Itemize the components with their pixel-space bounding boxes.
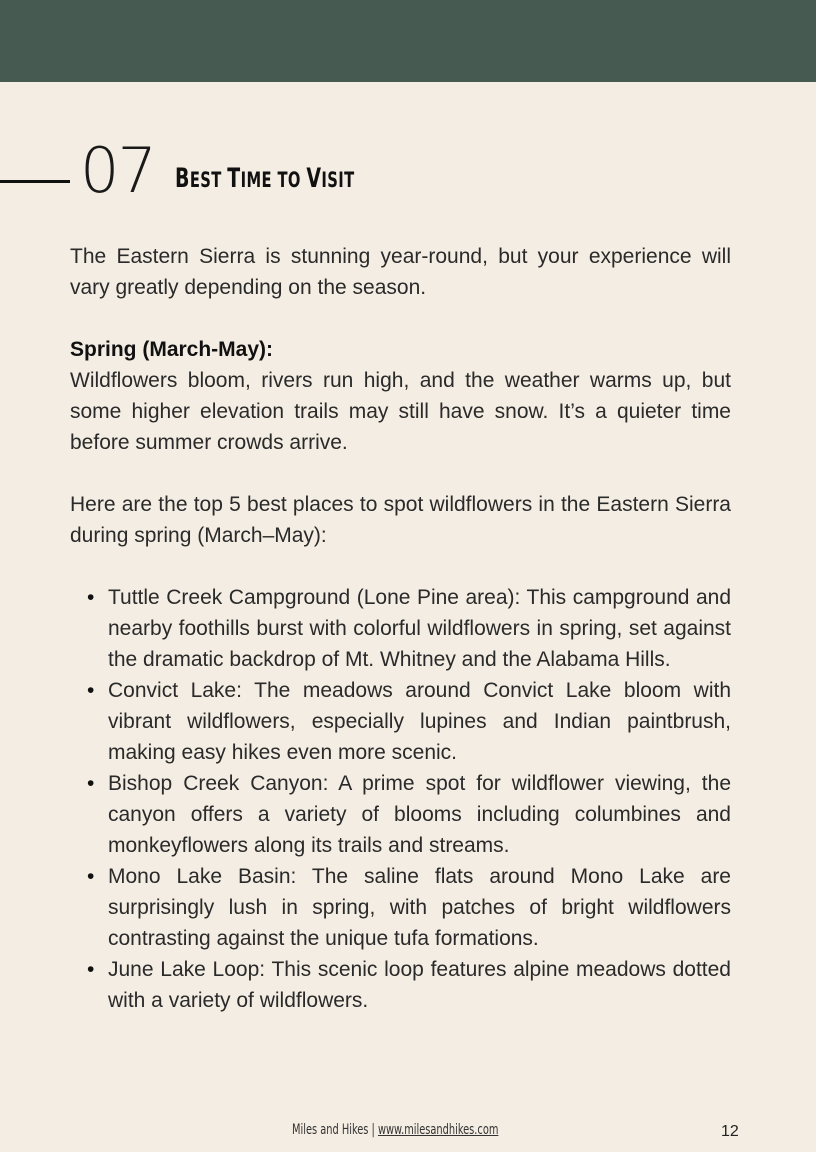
list-item: • June Lake Loop: This scenic loop features alpine meadows dotted with a variety of wildflowers. [108, 954, 731, 1016]
wildflower-places-list [70, 582, 731, 1016]
spring-paragraph: Wildflowers bloom, rivers run high, and the weather warms up, but some higher elevation trails may still have snow. It’s a quieter time before summer crowds arrive. [70, 369, 731, 454]
heading-rule [0, 180, 70, 183]
title-small-isit: ISIT [321, 168, 355, 192]
footer-brand: Miles and Hikes [292, 1122, 369, 1138]
title-small-ime-to: IME TO [240, 168, 307, 192]
title-small-est: EST [189, 168, 228, 192]
list-item: • Tuttle Creek Campground (Lone Pine area): This campground and nearby foothills burst with colorful wildflowers in spring, set against the dramatic backdrop of Mt. Whitney and the Alabama Hills. [108, 582, 731, 675]
footer-website-link[interactable]: www.milesandhikes.com [377, 1122, 499, 1138]
header-band [0, 0, 816, 82]
list-item: • Bishop Creek Canyon: A prime spot for wildflower viewing, the canyon offers a variety of blooms including columbines and monkeyflowers along its trails and streams. [108, 768, 731, 861]
list-item: • Mono Lake Basin: The saline flats around Mono Lake are surprisingly lush in spring, with patches of bright wildflowers contrasting against the unique tufa formations. [108, 861, 731, 954]
section-heading [0, 134, 816, 212]
spring-label: Spring (March-May): [70, 338, 274, 361]
footer-separator: | [368, 1122, 378, 1138]
title-cap-t: T [227, 163, 241, 194]
page-content [70, 241, 731, 1016]
page-footer [0, 1120, 816, 1146]
section-title [175, 162, 355, 197]
section-number: 07 [80, 134, 155, 207]
list-item: • Convict Lake: The meadows around Convict Lake bloom with vibrant wildflowers, especially lupines and Indian paintbrush, making easy hikes even more scenic. [108, 675, 731, 768]
title-cap-b: B [175, 163, 190, 194]
page-number: 12 [721, 1123, 739, 1140]
footer-text [292, 1122, 498, 1138]
title-cap-v: V [306, 163, 322, 194]
list-intro-paragraph: Here are the top 5 best places to spot wildflowers in the Eastern Sierra during spring (March–May): [70, 493, 731, 547]
intro-paragraph: The Eastern Sierra is stunning year-round, but your experience will vary greatly depending on the season. [70, 245, 731, 299]
